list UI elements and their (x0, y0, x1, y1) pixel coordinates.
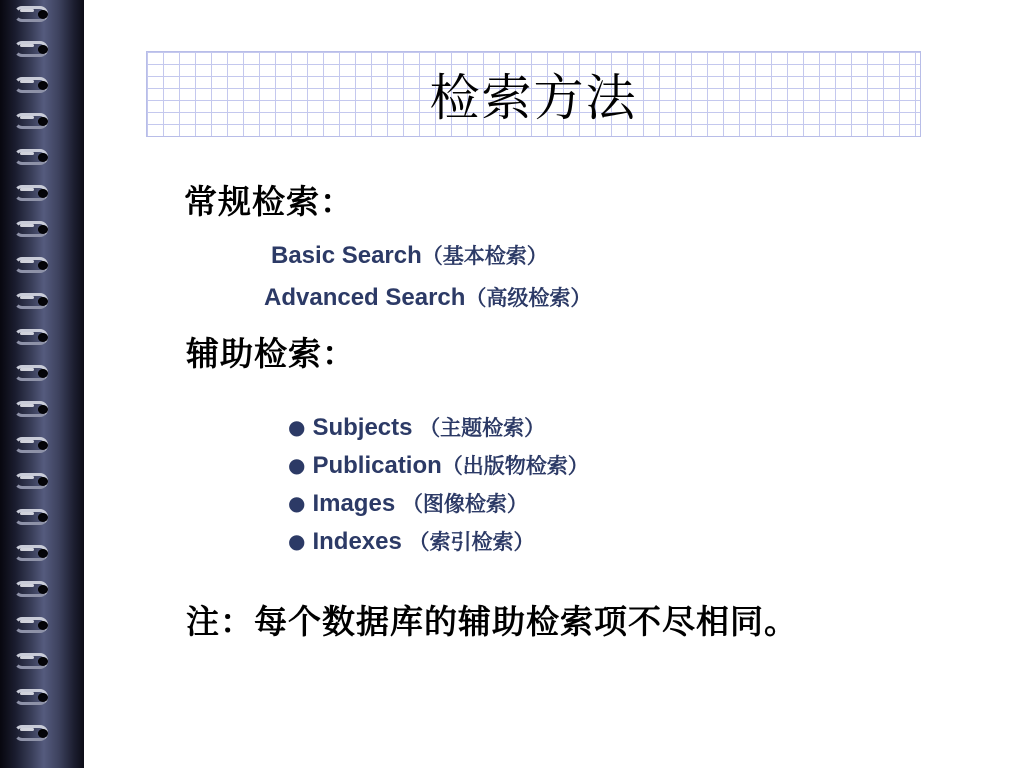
binder-ring-icon (12, 689, 48, 707)
binder-ring-icon (12, 257, 48, 275)
auxiliary-search-list (288, 410, 589, 562)
binder-ring-icon (12, 293, 48, 311)
basic-search-item (271, 240, 548, 270)
binder-ring-icon (12, 473, 48, 491)
binder-ring-icon (12, 149, 48, 167)
basic-search-translation: （基本检索） (421, 243, 548, 268)
bullet-dot-icon: ● (288, 453, 306, 477)
basic-search-label: Basic Search (271, 242, 422, 269)
list-item-subjects (288, 410, 589, 448)
bullet-dot-icon: ● (288, 491, 306, 515)
list-item-publication (288, 448, 589, 486)
indexes-label: Indexes (312, 528, 409, 555)
list-item-images (288, 486, 589, 524)
binder-ring-icon (12, 617, 48, 635)
binder-ring-icon (12, 329, 48, 347)
indexes-translation: （索引检索） (408, 529, 535, 554)
binder-ring-icon (12, 545, 48, 563)
bullet-dot-icon: ● (288, 529, 306, 553)
binder-ring-icon (12, 437, 48, 455)
footnote: 注：每个数据库的辅助检索项不尽相同。 (186, 602, 798, 641)
list-item-indexes (288, 524, 589, 562)
publication-label: Publication (312, 452, 442, 479)
binder-ring-icon (12, 185, 48, 203)
binder-ring-icon (12, 725, 48, 743)
title-grid-box (146, 51, 921, 137)
subjects-label: Subjects (312, 414, 420, 441)
binder-ring-icon (12, 365, 48, 383)
images-translation: （图像检索） (401, 491, 528, 516)
binder-ring-icon (12, 113, 48, 131)
binder-ring-icon (12, 401, 48, 419)
slide-title-wrap (147, 52, 920, 136)
binder-ring-icon (12, 509, 48, 527)
binder-ring-icon (12, 6, 48, 24)
binder-ring-icon (12, 41, 48, 59)
bullet-dot-icon: ● (288, 415, 306, 439)
advanced-search-translation: （高级检索） (465, 285, 592, 310)
publication-translation: （出版物检索） (441, 453, 589, 478)
advanced-search-item (264, 282, 591, 312)
binder-ring-icon (12, 653, 48, 671)
binder-ring-icon (12, 77, 48, 95)
binder-ring-icon (12, 221, 48, 239)
auxiliary-search-heading: 辅助检索： (186, 334, 356, 373)
binder-strip (0, 0, 84, 768)
subjects-translation: （主题检索） (419, 415, 546, 440)
binder-ring-icon (12, 581, 48, 599)
images-label: Images (312, 490, 402, 517)
regular-search-heading: 常规检索： (184, 182, 354, 221)
slide-title: 检索方法 (429, 69, 638, 127)
advanced-search-label: Advanced Search (264, 284, 466, 311)
